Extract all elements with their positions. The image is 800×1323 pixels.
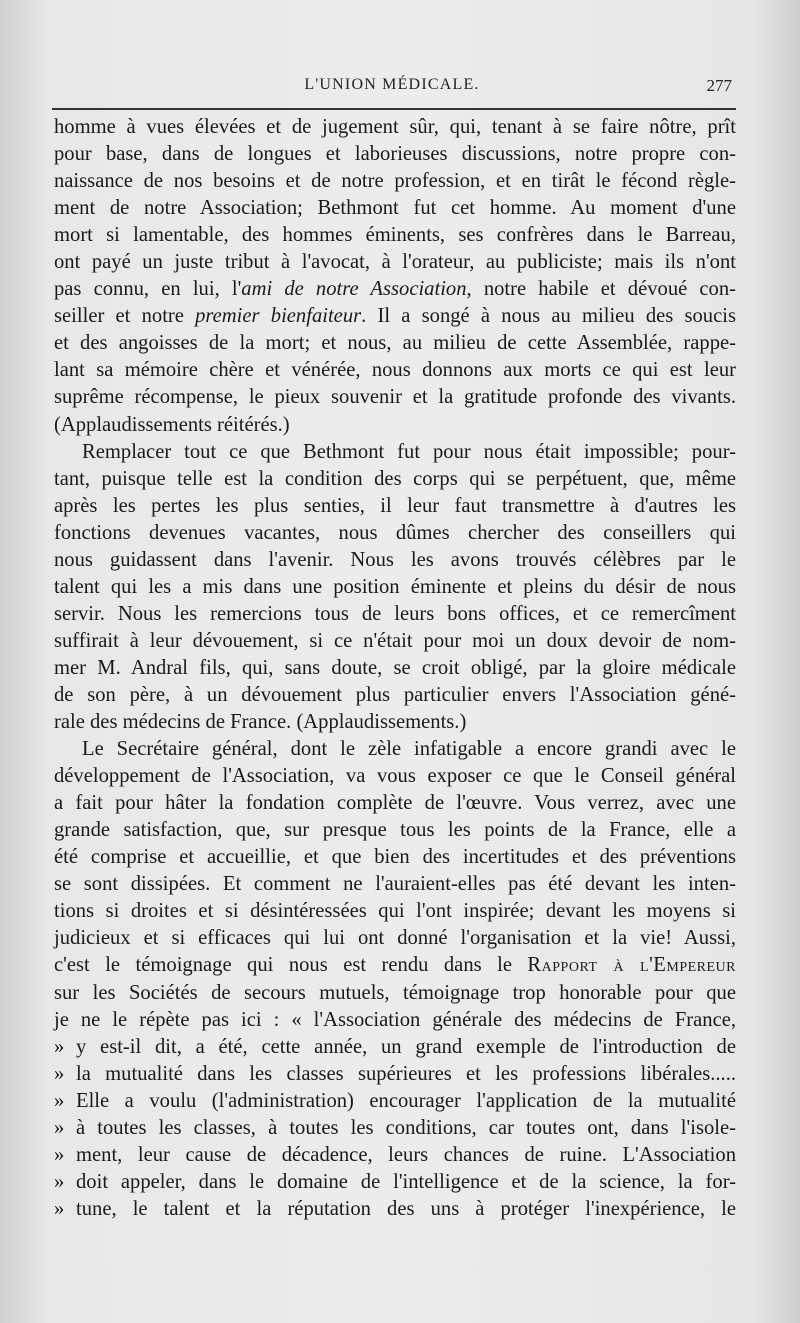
text-line bbox=[54, 1169, 736, 1196]
text-line: judicieux et si efficaces qui lui ont donné l'organisation et la vie! Aussi, bbox=[54, 927, 736, 950]
text-segment: ment, leur cause de décadence, leurs chances de ruine. L'Association bbox=[76, 1143, 736, 1166]
text-line: tant, puisque telle est la condition des corps qui se perpétuent, que, même bbox=[54, 467, 736, 490]
text-segment: c'est le témoignage qui nous est rendu dans le bbox=[54, 954, 528, 977]
text-segment: y est-il dit, a été, cette année, un grand exemple de l'introduction de bbox=[76, 1035, 736, 1058]
text-line: se sont dissipées. Et comment ne l'auraient-elles pas été devant les inten- bbox=[54, 873, 736, 896]
text-segment: la mutualité dans les classes supérieures et les professions libérales..... bbox=[76, 1062, 736, 1085]
text-line bbox=[54, 1142, 736, 1169]
quote-mark: » bbox=[54, 1062, 65, 1085]
text-line: mort si lamentable, des hommes éminents, ses confrères dans le Barreau, bbox=[54, 224, 736, 247]
text-segment: pas connu, en lui, l' bbox=[54, 278, 242, 301]
text-line bbox=[54, 1034, 736, 1061]
text-line: ment de notre Association; Bethmont fut cet homme. Au moment d'une bbox=[54, 197, 736, 220]
text-line bbox=[54, 1196, 736, 1223]
text-segment: . Il a songé à nous au milieu des soucis bbox=[361, 305, 736, 328]
text-line bbox=[54, 276, 736, 303]
italic-phrase: premier bienfaiteur bbox=[195, 305, 362, 328]
text-line bbox=[54, 1088, 736, 1115]
text-line: rale des médecins de France. (Applaudissements.) bbox=[54, 711, 467, 734]
text-line: fonctions devenues vacantes, nous dûmes chercher des conseillers qui bbox=[54, 521, 736, 544]
small-caps-title: Rapport à l'Empereur bbox=[527, 954, 737, 977]
text-line: servir. Nous les remercions tous de leurs bons offices, et ce remercîment bbox=[54, 602, 736, 625]
text-line: a fait pour hâter la fondation complète de l'œuvre. Vous verrez, avec une bbox=[54, 792, 736, 815]
text-line: (Applaudissements réitérés.) bbox=[54, 413, 290, 436]
page-number: 277 bbox=[706, 76, 732, 95]
running-title: L'UNION MÉDICALE. bbox=[304, 76, 480, 93]
text-segment: seiller et notre bbox=[54, 305, 196, 328]
text-line: je ne le répète pas ici : « l'Association générale des médecins de France, bbox=[54, 1008, 736, 1031]
text-line: naissance de nos besoins et de notre profession, et en tirât le fécond règle- bbox=[54, 170, 736, 193]
text-line: ont payé un juste tribut à l'avocat, à l'orateur, au publiciste; mais ils n'ont bbox=[54, 251, 736, 274]
text-line: suffirait à leur dévouement, si ce n'était pour moi un doux devoir de nom- bbox=[54, 629, 736, 652]
text-line: sur les Sociétés de secours mutuels, témoignage trop honorable pour que bbox=[54, 981, 736, 1004]
quote-mark: » bbox=[54, 1035, 65, 1058]
quote-mark: » bbox=[54, 1089, 65, 1112]
italic-phrase: ami de notre Association bbox=[241, 278, 467, 301]
text-line: talent qui les a mis dans une position éminente et pleins du désir de nous bbox=[54, 575, 736, 598]
quote-mark: » bbox=[54, 1116, 65, 1139]
quote-mark: » bbox=[54, 1143, 65, 1166]
text-line: et des angoisses de la mort; et nous, au milieu de cette Assemblée, rappe- bbox=[54, 332, 736, 355]
text-line: Remplacer tout ce que Bethmont fut pour nous était impossible; pour- bbox=[82, 440, 736, 463]
text-segment: à toutes les classes, à toutes les conditions, car toutes ont, dans l'isole- bbox=[76, 1116, 736, 1139]
text-line: grande satisfaction, que, sur presque tous les points de la France, elle a bbox=[54, 819, 736, 842]
text-segment: Elle a voulu (l'administration) encourager l'application de la mutualité bbox=[76, 1089, 736, 1112]
text-line: homme à vues élevées et de jugement sûr, qui, tenant à se faire nôtre, prît bbox=[54, 116, 736, 138]
text-segment: doit appeler, dans le domaine de l'intelligence et de la science, la for- bbox=[76, 1170, 736, 1193]
quote-mark: » bbox=[54, 1197, 65, 1220]
text-line: suprême récompense, le pieux souvenir et la gratitude profonde des vivants. bbox=[54, 386, 736, 409]
text-line bbox=[54, 303, 736, 330]
text-line: pour base, dans de longues et laborieuses discussions, notre propre con- bbox=[54, 143, 736, 166]
text-line: mer M. Andral fils, qui, sans doute, se croit obligé, par la gloire médicale bbox=[54, 656, 736, 679]
text-segment: tune, le talent et la réputation des uns à protéger l'inexpérience, le bbox=[76, 1197, 736, 1220]
text-line: tions si droites et si désintéressées qui l'ont inspirée; devant les moyens si bbox=[54, 900, 736, 923]
text-segment: , notre habile et dévoué con- bbox=[466, 278, 736, 301]
text-line: été comprise et accueillie, et que bien des incertitudes et des préventions bbox=[54, 846, 736, 869]
text-line: de son père, à un dévouement plus particulier envers l'Association géné- bbox=[54, 683, 736, 706]
text-line: après les pertes les plus senties, il leur faut transmettre à d'autres les bbox=[54, 494, 736, 517]
text-line bbox=[54, 1061, 736, 1088]
text-line: développement de l'Association, va vous exposer ce que le Conseil général bbox=[54, 765, 736, 788]
body-text bbox=[54, 114, 736, 1223]
text-line bbox=[54, 1115, 736, 1142]
text-line: nous guidassent dans l'avenir. Nous les avons trouvés célèbres par le bbox=[54, 548, 736, 571]
quote-mark: » bbox=[54, 1170, 65, 1193]
text-line: lant sa mémoire chère et vénérée, nous donnons aux morts ce qui est leur bbox=[54, 359, 736, 382]
page-header bbox=[52, 76, 732, 100]
text-line: Le Secrétaire général, dont le zèle infatigable a encore grandi avec le bbox=[82, 738, 736, 761]
text-line bbox=[54, 952, 736, 979]
header-rule bbox=[52, 108, 736, 110]
